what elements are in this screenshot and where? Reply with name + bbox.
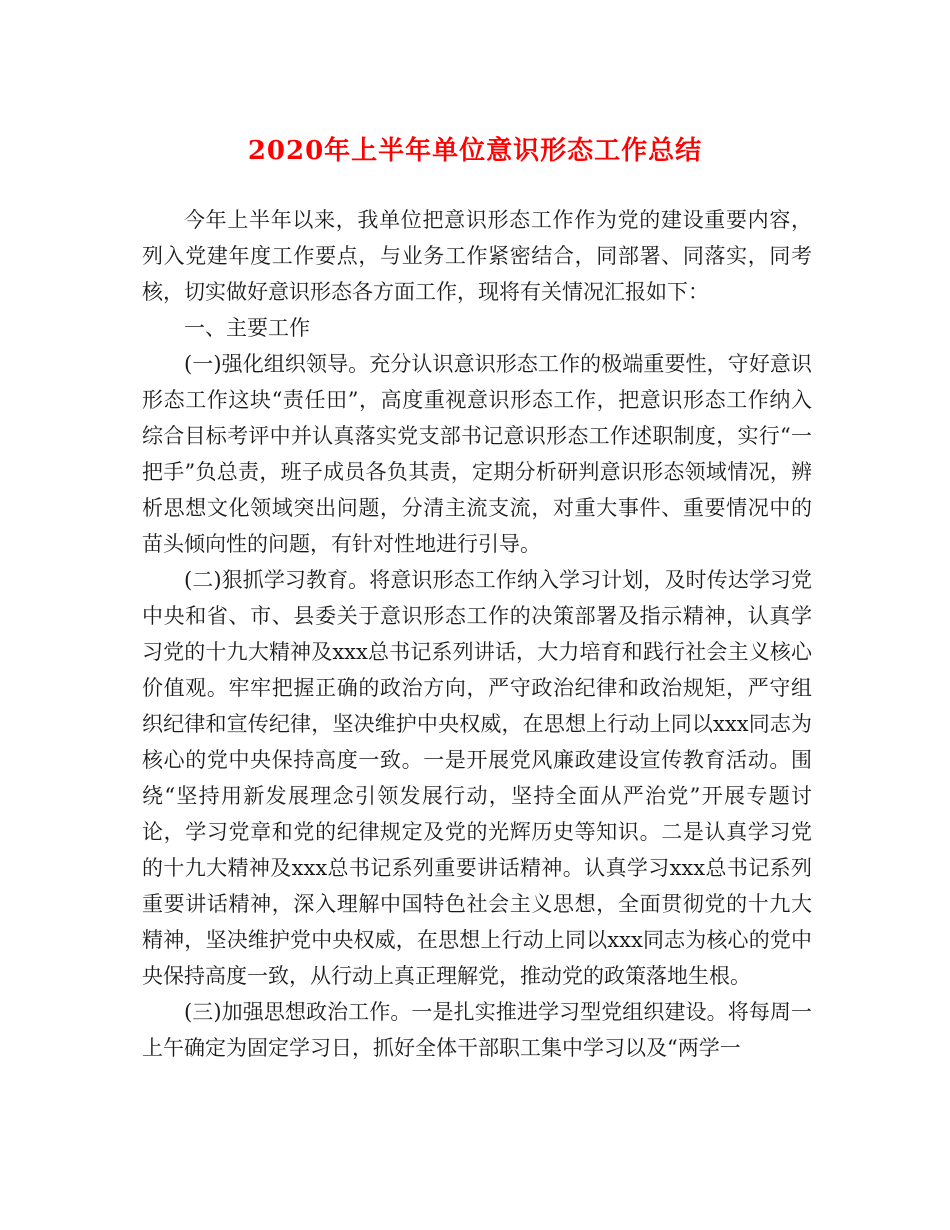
paragraph-political-work: (三)加强思想政治工作。一是扎实推进学习型党组织建设。将每周一上午确定为固定学习日，抓好全体干部职工集中学习以及“两学一 (142, 1000, 812, 1060)
document-body (142, 202, 812, 1066)
section-heading-main-work: 一、主要工作 (184, 316, 310, 340)
intro-paragraph: 今年上半年以来，我单位把意识形态工作作为党的建设重要内容，列入党建年度工作要点，与业务工作紧密结合，同部署、同落实，同考核，切实做好意识形态各方面工作，现将有关情况汇报如下： (142, 208, 812, 304)
paragraph-organization-leadership: (一)强化组织领导。充分认识意识形态工作的极端重要性，守好意识形态工作这块“责任田”，高度重视意识形态工作，把意识形态工作纳入综合目标考评中并认真落实党支部书记意识形态工作述职制度，实行“一把手”负总责，班子成员各负其责，定期分析研判意识形态领域情况，辨析思想文化领域突出问题，分清主流支流，对重大事件、重要情况中的苗头倾向性的问题，有针对性地进行引导。 (142, 352, 812, 556)
document-title: 2020年上半年单位意识形态工作总结 (247, 136, 703, 166)
paragraph-study-education: (二)狠抓学习教育。将意识形态工作纳入学习计划，及时传达学习党中央和省、市、县委关于意识形态工作的决策部署及指示精神，认真学习党的十九大精神及xxx总书记系列讲话，大力培育和践行社会主义核心价值观。牢牢把握正确的政治方向，严守政治纪律和政治规矩，严守组织纪律和宣传纪律，坚决维护中央权威，在思想上行动上同以xxx同志为核心的党中央保持高度一致。一是开展党风廉政建设宣传教育活动。围绕“坚持用新发展理念引领发展行动，坚持全面从严治党”开展专题讨论，学习党章和党的纪律规定及党的光辉历史等知识。二是认真学习党的十九大精神及xxx总书记系列重要讲话精神。认真学习xxx总书记系列重要讲话精神，深入理解中国特色社会主义思想，全面贯彻党的十九大精神，坚决维护党中央权威，在思想上行动上同以xxx同志为核心的党中央保持高度一致，从行动上真正理解党，推动党的政策落地生根。 (142, 568, 812, 988)
